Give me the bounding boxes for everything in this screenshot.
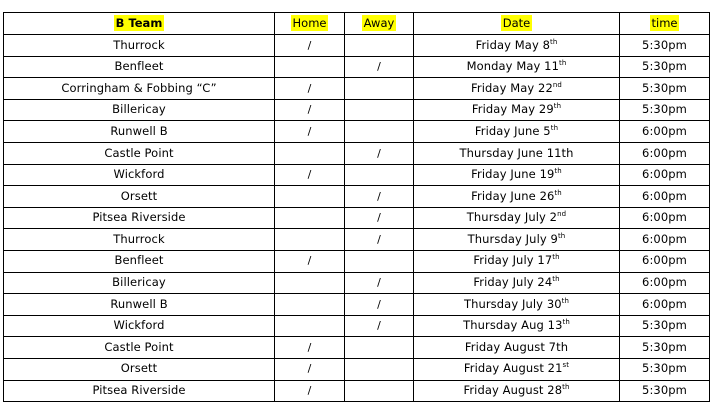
home-mark: / (307, 384, 312, 398)
date-cell (414, 164, 620, 186)
team-cell: Billericay (4, 99, 275, 121)
team-cell: Benfleet (4, 56, 275, 78)
home-mark: / (307, 254, 312, 268)
header-team-label: B Team (115, 15, 163, 30)
date-text: Friday May 29 (471, 102, 554, 117)
away-cell (345, 207, 414, 229)
time-cell: 6:00pm (620, 294, 710, 316)
table-row (4, 207, 710, 229)
team-cell: Wickford (4, 315, 275, 337)
header-home-label: Home (292, 15, 327, 30)
away-cell (345, 380, 414, 402)
away-cell (345, 56, 414, 78)
date-wrap (471, 189, 562, 203)
header-row (4, 13, 710, 35)
time-cell: 5:30pm (620, 358, 710, 380)
date-cell (414, 186, 620, 208)
date-cell (414, 380, 620, 402)
date-cell (414, 337, 620, 359)
team-cell: Runwell B (4, 294, 275, 316)
date-cell (414, 315, 620, 337)
time-cell: 6:00pm (620, 272, 710, 294)
date-text: Friday July 24 (473, 275, 553, 290)
date-wrap (467, 210, 566, 224)
away-mark: / (377, 319, 381, 333)
date-ordinal-suffix: th (553, 102, 562, 111)
home-cell (275, 229, 345, 251)
date-cell (414, 78, 620, 100)
time-cell: 5:30pm (620, 315, 710, 337)
date-wrap (475, 124, 558, 138)
date-text: Friday June 19 (471, 167, 555, 182)
table-row (4, 78, 710, 100)
home-cell (275, 99, 345, 121)
header-home (275, 13, 345, 35)
away-cell (345, 35, 414, 57)
time-cell: 5:30pm (620, 35, 710, 57)
away-cell (345, 229, 414, 251)
date-wrap (468, 232, 566, 246)
away-mark: / (377, 297, 381, 311)
date-wrap (463, 383, 569, 397)
home-mark: / (307, 340, 312, 354)
date-text: Thursday July 9 (467, 231, 558, 246)
home-mark: / (307, 38, 312, 52)
away-cell (345, 272, 414, 294)
date-wrap (464, 297, 569, 311)
team-cell: Runwell B (4, 121, 275, 143)
time-cell: 6:00pm (620, 121, 710, 143)
date-wrap (473, 275, 559, 289)
date-cell (414, 358, 620, 380)
home-cell (275, 250, 345, 272)
team-cell: Castle Point (4, 142, 275, 164)
team-cell: Wickford (4, 164, 275, 186)
date-ordinal-suffix: th (554, 188, 562, 197)
home-mark: / (307, 81, 312, 95)
home-mark: / (307, 124, 312, 138)
table-row (4, 380, 710, 402)
date-ordinal-suffix: nd (557, 210, 567, 219)
team-cell: Castle Point (4, 337, 275, 359)
date-text: Thursday Aug 13 (463, 318, 563, 333)
time-cell: 6:00pm (620, 142, 710, 164)
date-wrap (465, 340, 568, 354)
home-mark: / (307, 168, 312, 182)
header-time-label: time (651, 15, 678, 30)
date-cell (414, 99, 620, 121)
date-cell (414, 56, 620, 78)
date-cell (414, 207, 620, 229)
date-wrap (471, 81, 562, 95)
home-cell (275, 294, 345, 316)
time-cell: 5:30pm (620, 380, 710, 402)
date-text: Friday August 7th (464, 339, 569, 354)
time-cell: 5:30pm (620, 78, 710, 100)
date-wrap (467, 59, 567, 73)
date-ordinal-suffix: nd (552, 80, 562, 89)
time-cell: 5:30pm (620, 337, 710, 359)
date-cell (414, 229, 620, 251)
header-away-label: Away (363, 15, 395, 30)
date-ordinal-suffix: th (552, 275, 560, 284)
date-ordinal-suffix: th (559, 59, 567, 68)
date-cell (414, 272, 620, 294)
away-cell (345, 294, 414, 316)
date-wrap (463, 318, 570, 332)
away-cell (345, 99, 414, 121)
time-cell: 5:30pm (620, 99, 710, 121)
home-cell (275, 207, 345, 229)
date-text: Friday August 28 (463, 383, 563, 398)
team-cell: Benfleet (4, 250, 275, 272)
date-text: Monday May 11 (466, 59, 560, 74)
date-ordinal-suffix: th (562, 318, 570, 327)
team-cell: Orsett (4, 358, 275, 380)
date-text: Friday August 21 (463, 361, 563, 376)
away-cell (345, 337, 414, 359)
team-cell: Corringham & Fobbing “C” (4, 78, 275, 100)
away-cell (345, 358, 414, 380)
date-ordinal-suffix: th (562, 383, 570, 392)
home-cell (275, 272, 345, 294)
home-cell (275, 315, 345, 337)
time-cell: 6:00pm (620, 250, 710, 272)
date-ordinal-suffix: th (554, 167, 562, 176)
home-cell (275, 337, 345, 359)
away-mark: / (377, 276, 381, 290)
table-row (4, 142, 710, 164)
header-team (4, 13, 275, 35)
table-row (4, 35, 710, 57)
date-cell (414, 142, 620, 164)
table-row (4, 164, 710, 186)
date-text: Thursday July 2 (466, 210, 558, 225)
home-cell (275, 121, 345, 143)
away-cell (345, 121, 414, 143)
date-text: Thursday July 30 (463, 296, 562, 311)
date-wrap (471, 167, 562, 181)
header-time (620, 13, 710, 35)
date-wrap (464, 361, 569, 375)
date-cell (414, 35, 620, 57)
date-text: Friday May 8 (475, 37, 551, 52)
header-date-label: Date (502, 15, 531, 30)
table-row (4, 358, 710, 380)
date-text: Friday June 26 (471, 188, 555, 203)
time-cell: 6:00pm (620, 229, 710, 251)
time-cell: 6:00pm (620, 207, 710, 229)
date-text: Thursday June 11th (459, 145, 574, 160)
team-cell: Thurrock (4, 35, 275, 57)
fixtures-table (3, 12, 710, 402)
table-row (4, 337, 710, 359)
date-ordinal-suffix: th (550, 37, 558, 46)
home-cell (275, 56, 345, 78)
home-cell (275, 142, 345, 164)
away-cell (345, 315, 414, 337)
time-cell: 5:30pm (620, 56, 710, 78)
team-cell: Thurrock (4, 229, 275, 251)
table-row (4, 294, 710, 316)
date-text: Friday May 22 (471, 80, 553, 95)
away-mark: / (377, 189, 381, 203)
home-mark: / (307, 362, 312, 376)
time-cell: 6:00pm (620, 164, 710, 186)
home-cell (275, 186, 345, 208)
team-cell: Billericay (4, 272, 275, 294)
home-cell (275, 35, 345, 57)
date-text: Friday July 17 (473, 253, 553, 268)
home-cell (275, 380, 345, 402)
date-wrap (459, 146, 573, 160)
home-mark: / (307, 103, 312, 117)
away-mark: / (377, 211, 381, 225)
date-wrap (476, 38, 558, 52)
team-cell: Pitsea Riverside (4, 380, 275, 402)
away-mark: / (377, 60, 381, 74)
date-ordinal-suffix: th (561, 296, 570, 305)
date-ordinal-suffix: th (550, 124, 559, 133)
home-cell (275, 78, 345, 100)
date-ordinal-suffix: th (557, 232, 566, 241)
away-cell (345, 78, 414, 100)
away-mark: / (377, 146, 381, 160)
date-text: Friday June 5 (474, 123, 551, 138)
team-cell: Pitsea Riverside (4, 207, 275, 229)
away-cell (345, 186, 414, 208)
away-mark: / (377, 232, 381, 246)
date-cell (414, 250, 620, 272)
home-cell (275, 358, 345, 380)
table-row (4, 56, 710, 78)
away-cell (345, 142, 414, 164)
table-row (4, 186, 710, 208)
table-row (4, 99, 710, 121)
table-row (4, 315, 710, 337)
date-cell (414, 294, 620, 316)
date-wrap (473, 253, 559, 267)
fixture-body (4, 35, 710, 402)
home-cell (275, 164, 345, 186)
table-row (4, 229, 710, 251)
table-row (4, 250, 710, 272)
date-wrap (472, 102, 561, 116)
time-cell: 6:00pm (620, 186, 710, 208)
date-cell (414, 121, 620, 143)
away-cell (345, 250, 414, 272)
header-away (345, 13, 414, 35)
away-cell (345, 164, 414, 186)
team-cell: Orsett (4, 186, 275, 208)
date-ordinal-suffix: st (562, 361, 570, 370)
table-row (4, 272, 710, 294)
header-date (414, 13, 620, 35)
date-ordinal-suffix: th (552, 253, 560, 262)
table-row (4, 121, 710, 143)
